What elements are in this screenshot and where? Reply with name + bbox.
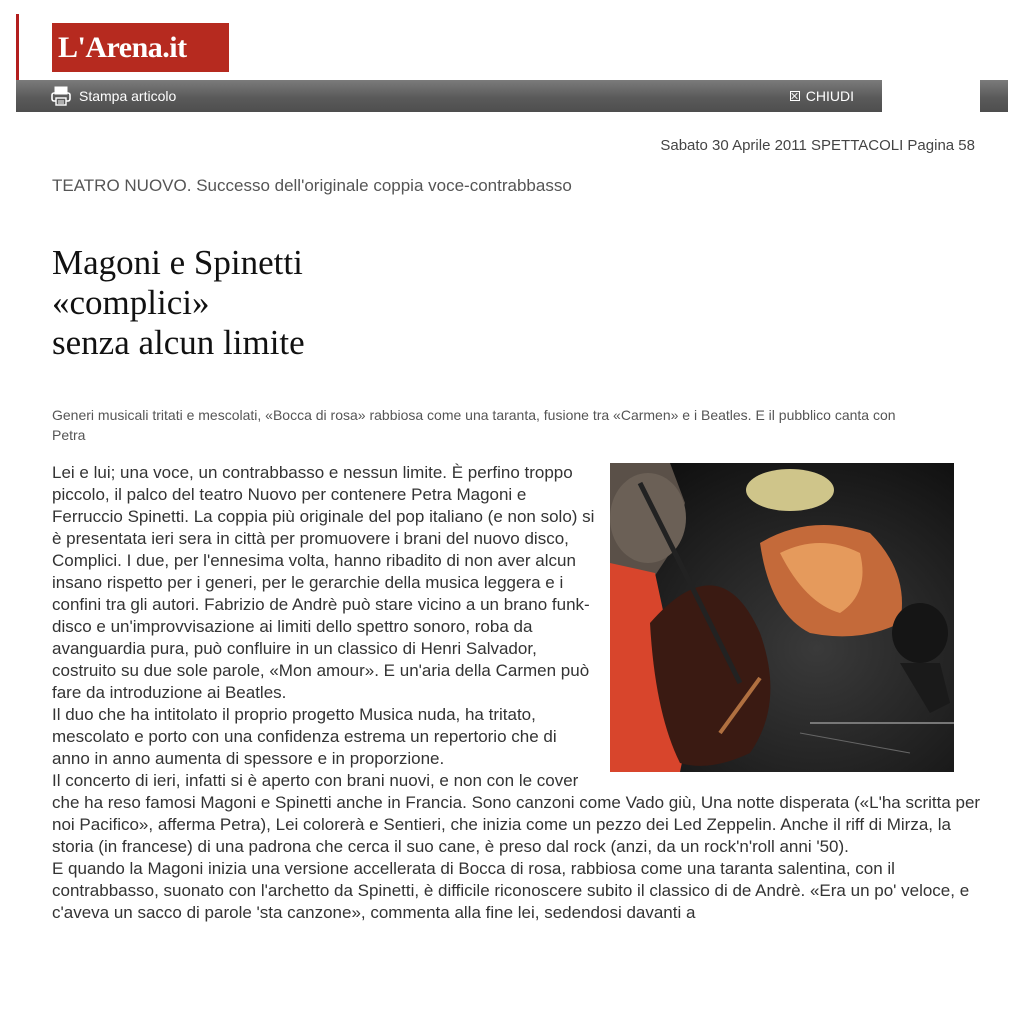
article-paragraph: E quando la Magoni inizia una versione accellerata di Bocca di rosa, rabbiosa come una taranta salentina, con il contrabbasso, suonato con l'archetto da Spinetti, è difficile riconoscere subito il classico di de Andrè. «Era un po' veloce, e c'aveva un sacco di parole 'sta canzone», commenta alla fine lei, sedendosi davanti a <box>52 859 970 922</box>
article-dateline: Sabato 30 Aprile 2011 SPETTACOLI Pagina 58 <box>660 137 975 154</box>
close-label: CHIUDI <box>805 88 854 104</box>
headline-line: Magoni e Spinetti <box>52 243 303 282</box>
article-paragraph: Il concerto di ieri, infatti si è aperto con brani nuovi, e non con le cover che ha reso famosi Magoni e Spinetti anche in Francia. Sono canzoni come Vado giù, Una notte disperata («L'ha scritta per noi Pacifico», afferma Petra), Lei colorerà e Sentieri, che inizia come un pezzo dei Led Zeppelin. Anche il riff di Mirza, la storia (in francese) di una padrona che cerca il suo cane, è preso dal rock (anzi, da un rock'n'roll anni '50). <box>52 771 981 856</box>
article-headline <box>52 243 305 363</box>
printer-icon <box>50 85 72 107</box>
header-accent-rule <box>16 14 19 80</box>
headline-line: «complici» <box>52 283 210 322</box>
article-paragraph: Il duo che ha intitolato il proprio progetto Musica nuda, ha tritato, mescolato e porto con una confidenza estrema un repertorio che di anno in anno aumenta di spessore e in proporzione. <box>52 705 557 768</box>
close-button[interactable] <box>790 80 854 112</box>
article-subtitle: Generi musicali tritati e mescolati, «Bocca di rosa» rabbiosa come una taranta, fusione tra «Carmen» e i Beatles. E il pubblico canta con Petra <box>52 407 896 443</box>
concert-photo <box>610 463 954 772</box>
close-box-icon <box>790 91 800 101</box>
headline-line: senza alcun limite <box>52 323 305 362</box>
article-kicker: TEATRO NUOVO. Successo dell'originale coppia voce-contrabbasso <box>52 176 572 195</box>
print-article-label: Stampa articolo <box>79 88 177 104</box>
article-paragraph: Lei e lui; una voce, un contrabbasso e nessun limite. È perfino troppo piccolo, il palco del teatro Nuovo per contenere Petra Magoni e Ferruccio Spinetti. La coppia più originale del pop italiano (e non solo) si è presentata ieri sera in città per promuovere i brani del nuovo disco, Complici. I due, per l'ennesima volta, hanno ribadito di non aver alcun insano rispetto per i generi, per le gerarchie della musica leggera e i confini tra gli autori. Fabrizio de Andrè può stare vicino a un brano funk-disco e un'improvvisazione ai limiti dello spettro sonoro, roba da avanguardia pura, può confluire in un classico di Henri Salvador, costruito su due sole parole, «Mon amour». E un'aria della Carmen può fare da introduzione ai Beatles. <box>52 463 595 702</box>
site-logo[interactable]: L'Arena.it <box>52 23 229 72</box>
article-body <box>52 462 987 924</box>
print-article-button[interactable] <box>50 80 176 112</box>
article-toolbar <box>16 80 882 112</box>
toolbar-end-cap <box>980 80 1008 112</box>
